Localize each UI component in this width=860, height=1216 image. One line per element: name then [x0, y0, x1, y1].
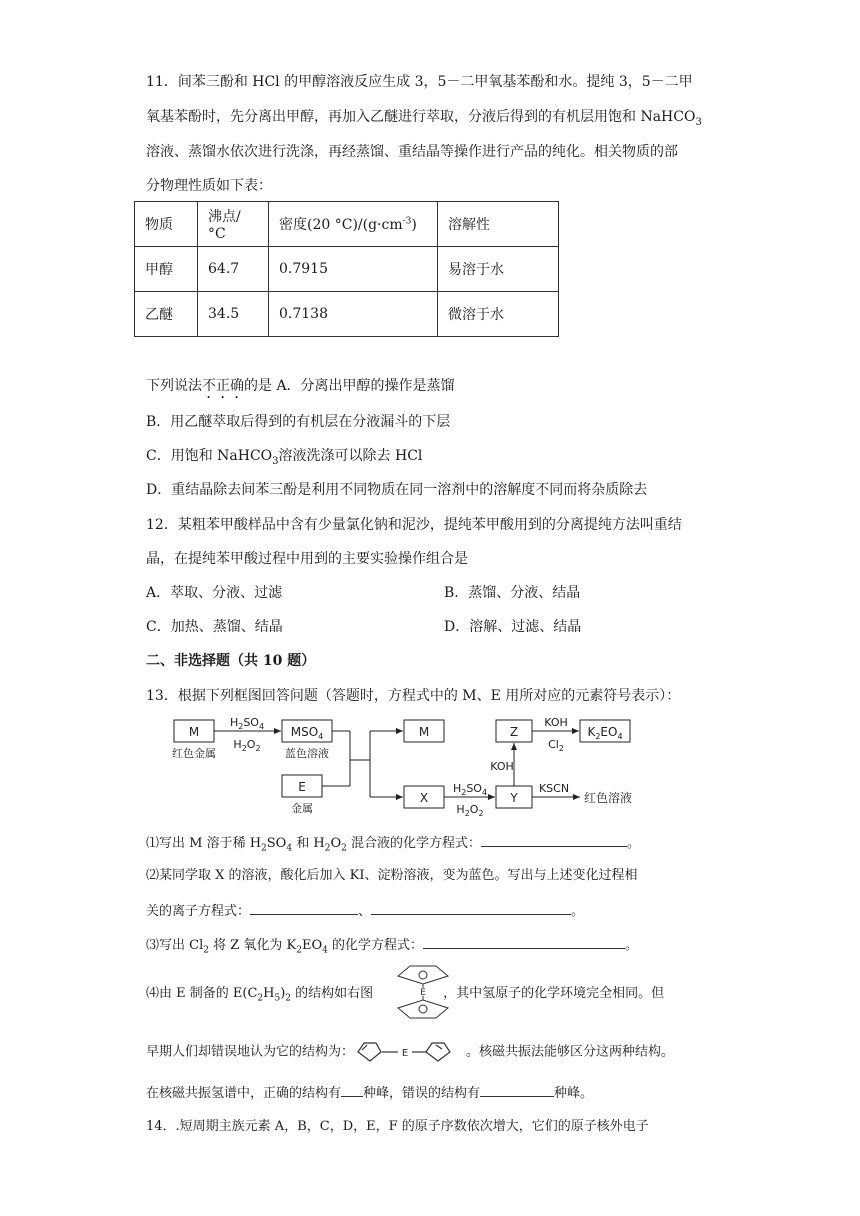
ferrocene-center-e: E [420, 988, 426, 998]
q13-part-2-line-1: ⑵某同学取 X 的溶液，酸化后加入 KI、淀粉溶液，变为蓝色。写出与上述变化过程相 [146, 868, 638, 883]
table-cell: 0.7915 [269, 247, 438, 292]
table-cell: 64.7 [198, 247, 269, 292]
node-y: Y [510, 791, 518, 805]
q12-option-d: D．溶解、过滤、结晶 [444, 619, 582, 635]
reagent-cl2: $Cl_2$ [548, 738, 564, 753]
node-x: X [419, 791, 429, 805]
q11-stem: 下列说法不正确的是 A．分离出甲醇的操作是蒸馏 [146, 378, 455, 394]
q13-part-4-line-2: 早期人们却错误地认为它的结构为： E 。核磁共振法能够区分这两种结构。 [146, 1039, 674, 1065]
q11-line-1: 11．间苯三酚和 HCl 的甲醇溶液反应生成 3，5－二甲氧基苯酚和水。提纯 3，5－二甲 [146, 74, 693, 90]
table-cell: 微溶于水 [438, 292, 559, 337]
q11-option-b: B．用乙醚萃取后得到的有机层在分液漏斗的下层 [146, 414, 451, 430]
q13-flow-diagram [160, 712, 680, 824]
answer-blank[interactable] [341, 1082, 363, 1097]
node-mso4: $MSO_4$ [290, 725, 324, 741]
answer-blank[interactable] [480, 1082, 554, 1097]
table-cell: 乙醚 [135, 292, 198, 337]
reagent-koh: KOH [544, 716, 568, 729]
node-m2: M [418, 725, 430, 739]
reagent-h2o2-2: $H_2O_2$ [456, 803, 484, 818]
table-cell: 0.7138 [269, 292, 438, 337]
table-header-cell: 沸点/°C [198, 202, 269, 247]
table-cell: 34.5 [198, 292, 269, 337]
answer-blank[interactable] [250, 900, 358, 915]
table-header-cell: 密度(20 $^\circ C)/(g\cdot cm^{-3})$ [269, 202, 438, 247]
table-header-cell: 物质 [135, 202, 198, 247]
reagent-h2so4: $H_2SO_4$ [229, 716, 265, 731]
node-z: Z [509, 725, 519, 739]
emphasis-not-correct: 不正确 [202, 378, 244, 394]
q14-line-1: 14．.短周期主族元素 A，B，C，D，E，F 的原子序数依次增大，它们的原子核外电子 [146, 1119, 649, 1134]
section-heading: 二、非选择题（共 10 题） [146, 653, 316, 669]
q12-option-a: A．萃取、分液、过滤 [146, 585, 283, 601]
answer-blank[interactable] [371, 900, 571, 915]
answer-blank[interactable] [423, 934, 625, 949]
q11-option-c: C．用饱和 NaHCO$_3$溶液洗涤可以除去 HCl [146, 448, 423, 467]
q13-intro: 13．根据下列框图回答问题（答题时，方程式中的 M、E 用所对应的元素符号表示）： [146, 688, 681, 704]
q13-part-3: ⑶写出 $Cl_2$ 将 Z 氧化为 $K_2EO_4$ 的化学方程式： 。 [146, 934, 638, 961]
table-row [135, 292, 559, 337]
q13-part-1: ⑴写出 M 溶于稀 $H_2SO_4$ 和 $H_2O_2$ 混合液的化学方程式： 。 [146, 832, 640, 859]
wrong-structure-e: E [401, 1048, 409, 1059]
q13-part-4-line-1: ⑷由 E 制备的 $E(C_2H_5)_2$ 的结构如右图 ，其中氢原子的化学环境完全相同。但 [146, 986, 665, 1004]
q11-line-3: 溶液、蒸馏水依次进行洗涤，再经蒸馏、重结晶等操作进行产品的纯化。相关物质的部 [146, 144, 678, 160]
label-red-solution: 红色溶液 [584, 791, 633, 805]
table-header-row [135, 202, 559, 247]
reagent-kscn: KSCN [538, 782, 570, 795]
q11-line-2: 氧基苯酚时，先分离出甲醇，再加入乙醚进行萃取，分液后得到的有机层用饱和 NaHCO$_3$ [146, 109, 702, 128]
table-header-cell: 溶解性 [438, 202, 559, 247]
table-row [135, 247, 559, 292]
label-red-metal: 红色金属 [172, 747, 216, 760]
wrong-structure-icon [354, 1039, 466, 1065]
q11-line-4: 分物理性质如下表： [146, 178, 272, 194]
ferrocene-structure-icon [390, 962, 456, 1022]
q12-line-1: 12．某粗苯甲酸样品中含有少量氯化钠和泥沙，提纯苯甲酸用到的分离提纯方法叫重结 [146, 517, 682, 533]
q12-option-b: B．蒸馏、分液、结晶 [444, 585, 581, 601]
q12-option-c: C．加热、蒸馏、结晶 [146, 619, 283, 635]
answer-blank[interactable] [481, 832, 627, 847]
table-cell: 甲醇 [135, 247, 198, 292]
properties-table [134, 201, 559, 337]
table-cell: 易溶于水 [438, 247, 559, 292]
reagent-h2so4-2: $H_2SO_4$ [452, 782, 488, 797]
node-m: M [188, 725, 200, 739]
q11-option-d: D．重结晶除去间苯三酚是利用不同物质在同一溶剂中的溶解度不同而将杂质除去 [146, 482, 648, 498]
reagent-koh-up: KOH [490, 760, 514, 773]
node-e: E [298, 780, 306, 794]
q13-part-2-line-2: 关的离子方程式： 、 。 [146, 900, 584, 922]
label-blue-solution: 蓝色溶液 [285, 747, 329, 760]
node-k2eo4: $K_2EO_4$ [587, 725, 623, 741]
q13-part-4-line-3: 在核磁共振氢谱中，正确的结构有 种峰，错误的结构有 种峰。 [146, 1082, 593, 1104]
label-metal: 金属 [291, 802, 313, 815]
reagent-h2o2: $H_2O_2$ [233, 738, 261, 753]
q12-line-2: 晶，在提纯苯甲酸过程中用到的主要实验操作组合是 [146, 551, 468, 567]
